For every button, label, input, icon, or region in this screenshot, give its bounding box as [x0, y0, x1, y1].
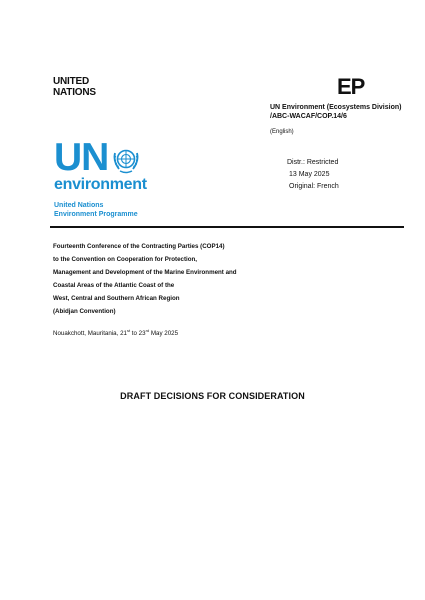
- meeting-line: Fourteenth Conference of the Contracting Parties (COP14): [53, 243, 225, 250]
- ep-mark: EP: [337, 74, 365, 99]
- venue-ordinal-2: rd: [145, 328, 150, 333]
- logo-subtitle: [54, 201, 138, 219]
- document-date: 13 May 2025: [289, 171, 330, 178]
- logo-subtitle-line-1: United Nations: [54, 202, 104, 209]
- document-title: DRAFT DECISIONS FOR CONSIDERATION: [120, 391, 305, 401]
- meeting-line: Management and Development of the Marine Environment and: [53, 269, 237, 276]
- venue-ordinal-1: st: [126, 328, 131, 333]
- logo-brand-top: UN: [54, 136, 109, 179]
- un-environment-logo: [54, 136, 164, 226]
- venue-middle: to 23: [130, 330, 146, 337]
- symbol-line-2: /ABC-WACAF/COP.14/6: [270, 113, 347, 120]
- un-laurel-globe-icon: [111, 145, 141, 175]
- meeting-line: to the Convention on Cooperation for Protection,: [53, 256, 198, 263]
- venue-suffix: May 2025: [149, 330, 179, 337]
- original-language: Original: French: [289, 183, 339, 190]
- meeting-line: West, Central and Southern African Region: [53, 295, 180, 302]
- distribution-status: Distr.: Restricted: [287, 159, 339, 166]
- header-divider: [50, 226, 404, 228]
- logo-brand-bottom: environment: [54, 176, 147, 193]
- meeting-line: (Abidjan Convention): [53, 308, 116, 315]
- language-label: (English): [270, 129, 294, 135]
- logo-subtitle-line-2: Environment Programme: [54, 211, 138, 218]
- symbol-line-1: UN Environment (Ecosystems Division): [270, 104, 402, 111]
- venue-prefix: Nouakchott, Mauritania, 21: [53, 330, 127, 337]
- meeting-line: Coastal Areas of the Atlantic Coast of the: [53, 282, 175, 289]
- meeting-description: [53, 240, 293, 318]
- org-line-2: NATIONS: [53, 87, 96, 98]
- distribution-block: [287, 157, 339, 193]
- document-symbol: [270, 103, 420, 121]
- venue-and-dates: [53, 329, 178, 339]
- united-nations-heading: [53, 76, 96, 98]
- org-line-1: UNITED: [53, 76, 90, 87]
